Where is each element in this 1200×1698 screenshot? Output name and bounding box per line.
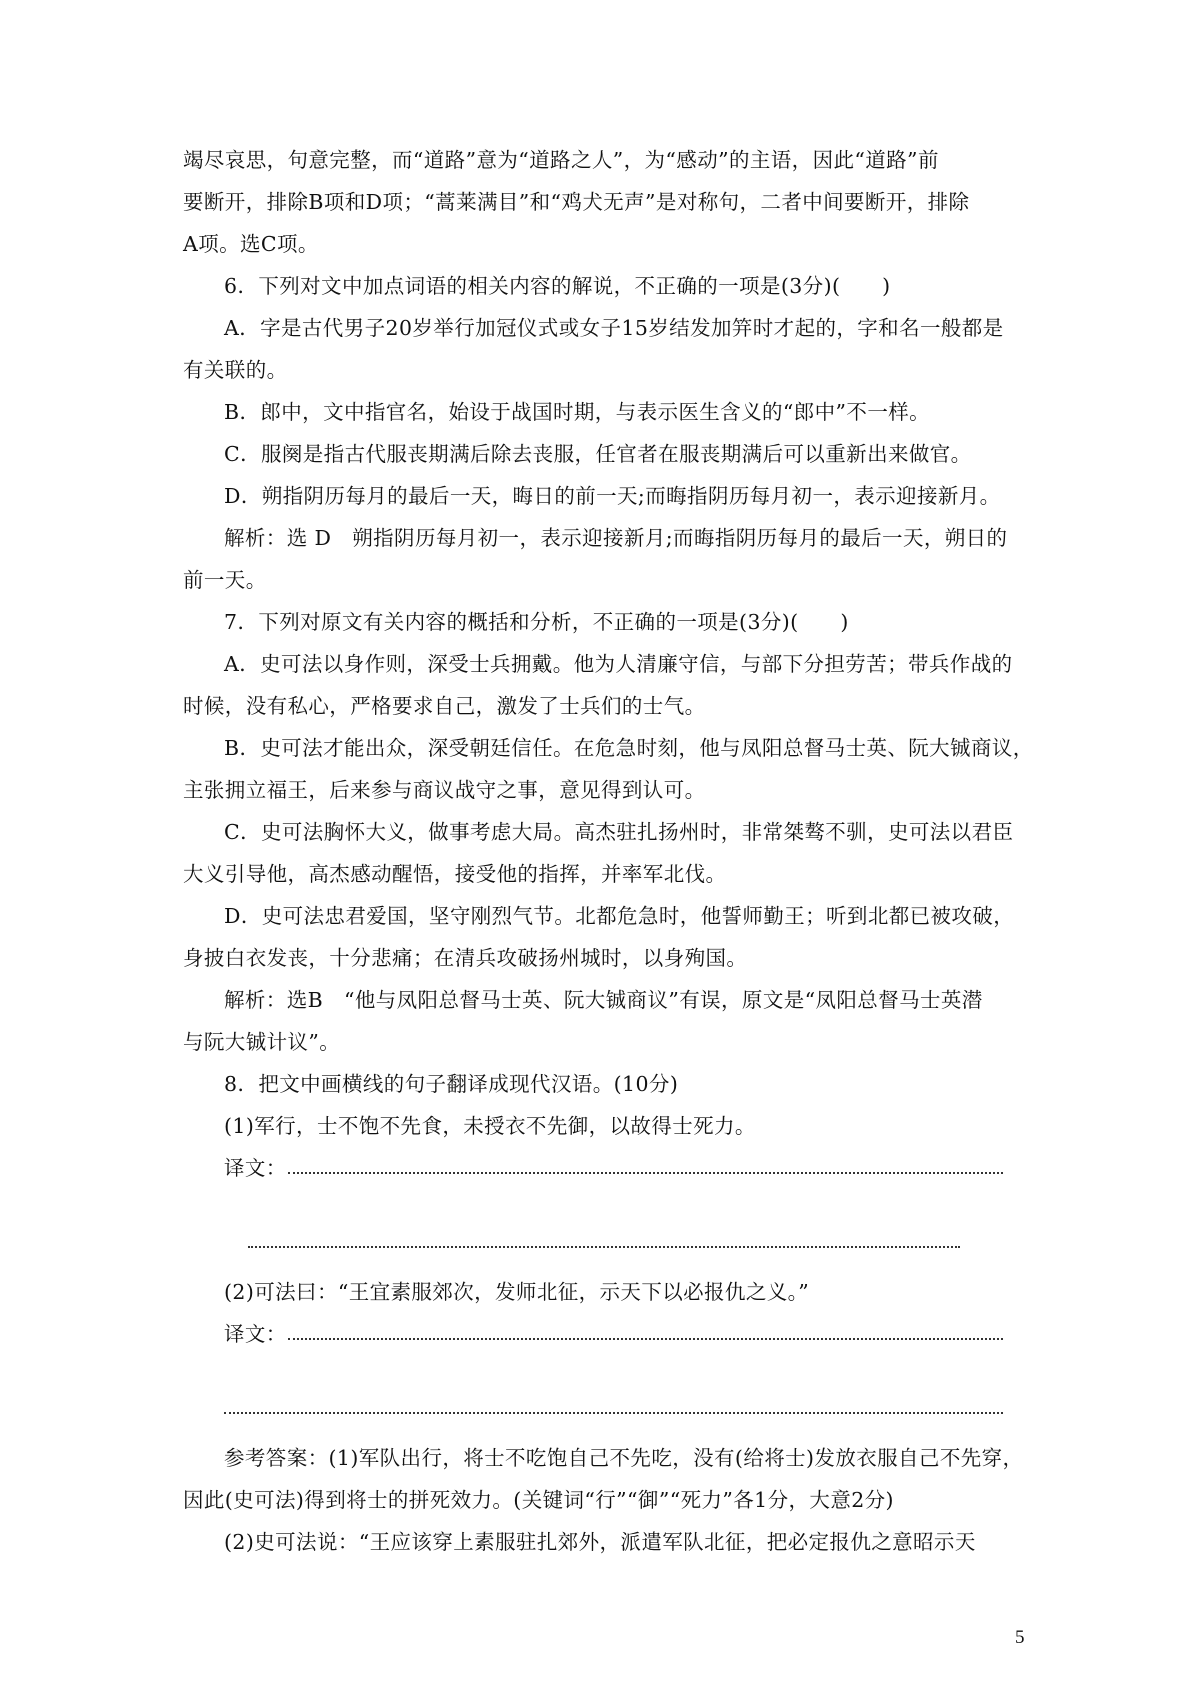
translation-answer-line[interactable]	[224, 1412, 1003, 1414]
translation-answer-line[interactable]	[288, 1172, 1003, 1174]
translation-label: 译文：	[224, 1156, 287, 1180]
question-6-analysis-cont: 前一天。	[183, 568, 267, 592]
page-number: 5	[1015, 1627, 1025, 1648]
paragraph-line: 要断开，排除B项和D项；“蒿莱满目”和“鸡犬无声”是对称句，二者中间要断开，排除	[183, 190, 970, 214]
question-6-option-a: A．字是古代男子20岁举行加冠仪式或女子15岁结发加笄时才起的，字和名一般都是	[224, 316, 1004, 340]
translation-answer-line[interactable]	[288, 1338, 1003, 1340]
question-7-option-a: A．史可法以身作则，深受士兵拥戴。他为人清廉守信，与部下分担劳苦；带兵作战的	[224, 652, 1013, 676]
question-6-option-c: C．服阕是指古代服丧期满后除去丧服，任官者在服丧期满后可以重新出来做官。	[224, 442, 972, 466]
paragraph-line: A项。选C项。	[183, 232, 319, 256]
question-7-option-b-cont: 主张拥立福王，后来参与商议战守之事，意见得到认可。	[183, 778, 706, 802]
question-7-analysis-cont: 与阮大铖计议”。	[183, 1030, 341, 1054]
question-6: 6．下列对文中加点词语的相关内容的解说，不正确的一项是(3分)( )	[224, 274, 891, 298]
translation-label: 译文：	[224, 1322, 287, 1346]
question-8: 8．把文中画横线的句子翻译成现代汉语。(10分)	[224, 1072, 679, 1096]
question-7-option-c-cont: 大义引导他，高杰感动醒悟，接受他的指挥，并率军北伐。	[183, 862, 727, 886]
reference-answer-2: (2)史可法说：“王应该穿上素服驻扎郊外，派遣军队北征，把必定报仇之意昭示天	[224, 1530, 976, 1554]
translation-answer-line[interactable]	[248, 1246, 960, 1248]
question-7-analysis: 解析：选B “他与凤阳总督马士英、阮大铖商议”有误，原文是“凤阳总督马士英潜	[224, 988, 983, 1012]
question-7-option-c: C．史可法胸怀大义，做事考虑大局。高杰驻扎扬州时，非常桀骜不驯，史可法以君臣	[224, 820, 1014, 844]
question-6-option-d: D．朔指阴历每月的最后一天，晦日的前一天;而晦指阴历每月初一，表示迎接新月。	[224, 484, 1001, 508]
reference-answer-cont: 因此(史可法)得到将士的拼死效力。(关键词“行”“御”“死力”各1分，大意2分)	[183, 1488, 894, 1512]
question-7-option-d: D．史可法忠君爱国，坚守刚烈气节。北都危急时，他誓师勤王；听到北都已被攻破，	[224, 904, 1015, 928]
question-7-option-b: B．史可法才能出众，深受朝廷信任。在危急时刻，他与凤阳总督马士英、阮大铖商议，	[224, 736, 1034, 760]
question-8-sentence-1: (1)军行，士不饱不先食，未授衣不先御，以故得士死力。	[224, 1114, 756, 1138]
reference-answer: 参考答案：(1)军队出行，将士不吃饱自己不先吃，没有(给将士)发放衣服自己不先穿，	[224, 1446, 1024, 1470]
question-7-option-d-cont: 身披白衣发丧，十分悲痛；在清兵攻破扬州城时，以身殉国。	[183, 946, 748, 970]
question-6-option-b: B．郎中，文中指官名，始设于战国时期，与表示医生含义的“郎中”不一样。	[224, 400, 931, 424]
question-7: 7．下列对原文有关内容的概括和分析，不正确的一项是(3分)( )	[224, 610, 849, 634]
paragraph-line: 竭尽哀思，句意完整，而“道路”意为“道路之人”，为“感动”的主语，因此“道路”前	[183, 148, 939, 172]
question-8-sentence-2: (2)可法曰：“王宜素服郊次，发师北征，示天下以必报仇之义。”	[224, 1280, 810, 1304]
question-6-option-a-cont: 有关联的。	[183, 358, 288, 382]
question-7-option-a-cont: 时候，没有私心，严格要求自己，激发了士兵们的士气。	[183, 694, 706, 718]
question-6-analysis: 解析：选 D 朔指阴历每月初一，表示迎接新月;而晦指阴历每月的最后一天，朔日的	[224, 526, 1008, 550]
